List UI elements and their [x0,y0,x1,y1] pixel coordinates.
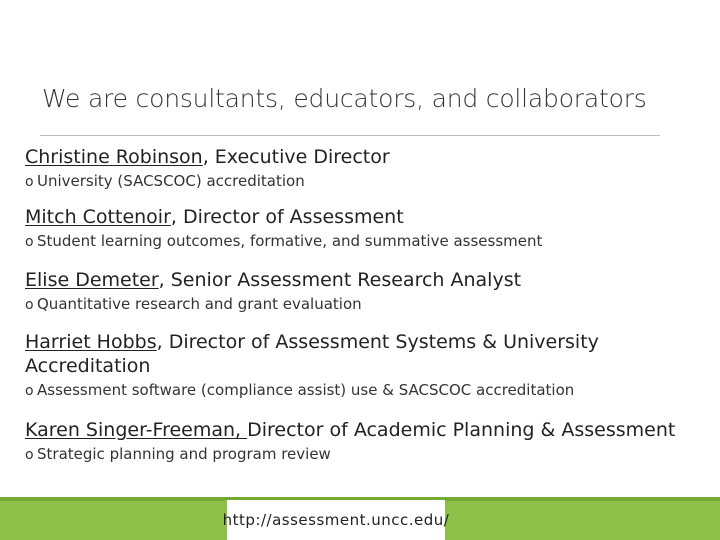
staff-role: , Executive Director [202,146,390,168]
staff-heading [25,330,625,378]
staff-name: Christine Robinson [25,146,203,168]
staff-entry-hobbs [25,330,715,401]
footer-url-box [222,500,450,540]
staff-name: Harriet Hobbs [25,331,157,353]
staff-detail [25,445,715,465]
bullet-icon: o [25,383,34,399]
staff-detail-text: Strategic planning and program review [37,445,331,463]
staff-heading [25,145,715,169]
slide-title: We are consultants, educators, and collaborators [42,84,647,113]
staff-role: , Senior Assessment Research Analyst [158,269,522,291]
staff-role: , Director of Assessment [170,206,404,228]
bullet-icon: o [25,447,34,463]
footer-url-link[interactable]: http://assessment.uncc.edu/ [222,511,450,529]
staff-detail [25,232,715,252]
staff-name: Elise Demeter [25,269,159,291]
staff-detail-text: Quantitative research and grant evaluation [37,295,362,313]
title-divider [40,135,660,136]
staff-detail-text: University (SACSCOC) accreditation [37,172,305,190]
staff-detail [25,381,715,401]
staff-detail [25,295,715,315]
staff-name: Karen Singer-Freeman, [25,419,248,441]
staff-heading [25,268,715,292]
staff-name: Mitch Cottenoir [25,206,171,228]
staff-role: , Director of Assessment Systems & University Accreditation [25,331,599,377]
staff-heading [25,205,715,229]
staff-entry-cottenoir [25,205,715,252]
bullet-icon: o [25,234,34,250]
staff-detail [25,172,715,192]
staff-detail-text: Assessment software (compliance assist) use & SACSCOC accreditation [37,381,575,399]
staff-entry-singer-freeman [25,418,715,465]
staff-entry-demeter [25,268,715,315]
staff-heading [25,418,715,442]
staff-entry-robinson [25,145,715,192]
bullet-icon: o [25,297,34,313]
bullet-icon: o [25,174,34,190]
staff-detail-text: Student learning outcomes, formative, and summative assessment [37,232,543,250]
staff-role: Director of Academic Planning & Assessment [247,419,676,441]
